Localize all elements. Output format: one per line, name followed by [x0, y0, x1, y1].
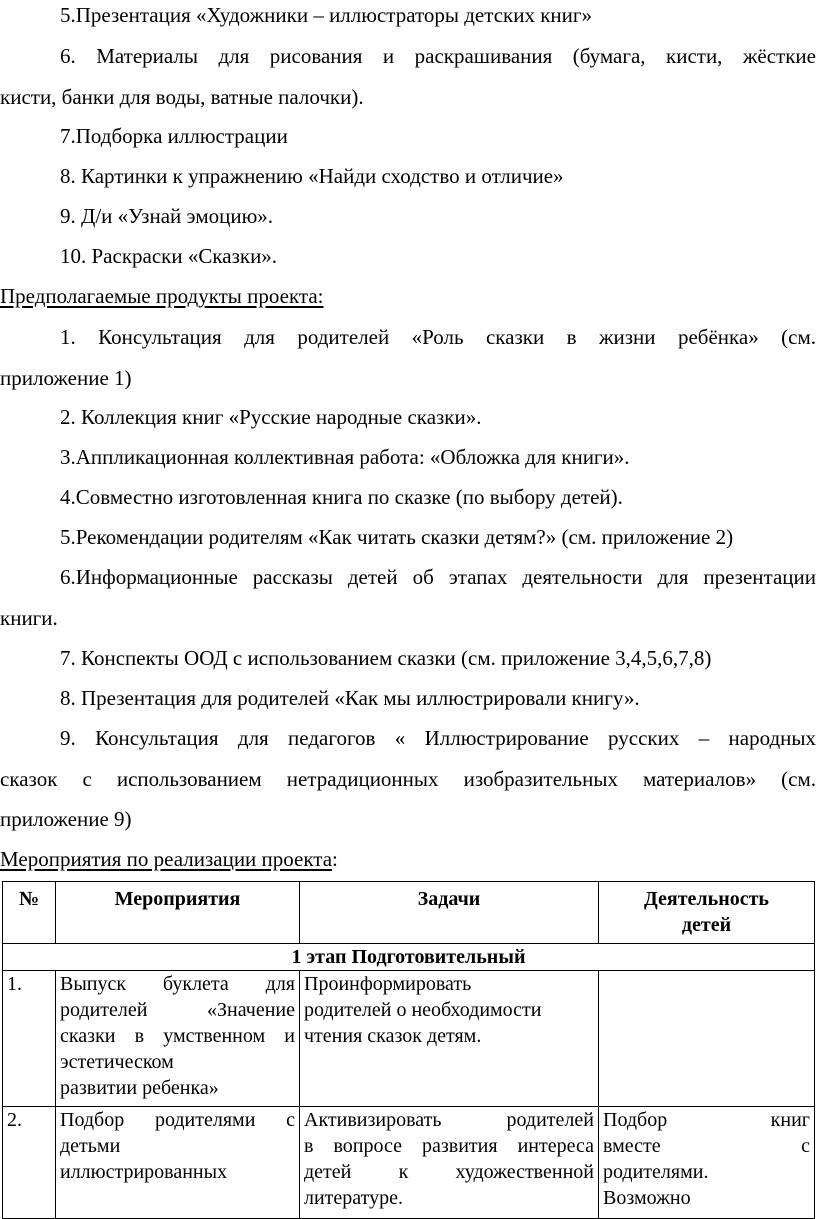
row-2-event-line: детьми — [60, 1135, 121, 1157]
materials-item-5: 5.Презентация «Художники – иллюстраторы детских книг» — [60, 3, 592, 27]
row-2-activity-line: родителями. — [603, 1161, 709, 1183]
product-9-line-2: сказок с использованием нетрадиционных изобразительных материалов» (см. — [0, 767, 816, 791]
row-1-task-line: чтения сказок детям. — [304, 1025, 482, 1047]
product-5: 5.Рекомендации родителям «Как читать сказки детям?» (см. приложение 2) — [60, 525, 734, 549]
products-heading — [0, 283, 816, 309]
materials-item-9: 9. Д/и «Узнай эмоцию». — [60, 204, 274, 228]
header-activity — [599, 882, 815, 944]
row-1-event-line: эстетическом — [60, 1051, 174, 1073]
product-6-line-2: книги. — [0, 606, 58, 630]
events-heading-colon: : — [332, 847, 338, 871]
row-1-event — [56, 971, 300, 1107]
row-2-task-line: Активизировать родителей — [304, 1109, 594, 1131]
materials-item-10: 10. Раскраски «Сказки». — [60, 244, 278, 268]
product-1-line-1: 1. Консультация для родителей «Роль сказки в жизни ребёнка» (см. — [60, 325, 816, 349]
product-8: 8. Презентация для родителей «Как мы иллюстрировали книгу». — [60, 686, 640, 710]
materials-item-6-line-1: 6. Материалы для рисования и раскрашивания (бумага, кисти, жёсткие — [60, 44, 816, 68]
row-1-task — [300, 971, 599, 1107]
row-1-event-line: родителей «Значение — [60, 999, 295, 1021]
events-table — [2, 881, 815, 1219]
row-1-task-line: родителей о необходимости — [304, 999, 542, 1021]
product-9-line-1: 9. Консультация для педагогов « Иллюстрирование русских – народных — [60, 726, 816, 750]
row-2-task-line: в вопросе развития интереса — [304, 1135, 594, 1157]
header-activity-line-1: Деятельность — [644, 888, 769, 910]
header-tasks: Задачи — [300, 882, 599, 944]
table-row — [3, 971, 815, 1107]
row-2-num: 2. — [3, 1107, 56, 1219]
row-1-event-line: Выпуск буклета для — [60, 973, 295, 995]
stage-1-title: 1 этап Подготовительный — [3, 944, 815, 971]
header-events: Мероприятия — [56, 882, 300, 944]
table-row — [3, 1107, 815, 1219]
product-1-line-2: приложение 1) — [0, 366, 132, 390]
row-2-task — [300, 1107, 599, 1219]
product-9-line-3: приложение 9) — [0, 807, 132, 831]
materials-item-6-line-2: кисти, банки для воды, ватные палочки). — [0, 85, 364, 109]
materials-item-7: 7.Подборка иллюстрации — [60, 124, 288, 148]
row-2-activity-line: вместе с — [603, 1135, 810, 1157]
product-7: 7. Конспекты ООД с использованием сказки (см. приложение 3,4,5,6,7,8) — [60, 646, 712, 670]
row-1-event-line: сказки в умственном и — [60, 1025, 295, 1047]
row-2-event-line: иллюстрированных — [60, 1161, 228, 1183]
product-6-line-1: 6.Информационные рассказы детей об этапах деятельности для презентации — [60, 565, 816, 589]
stage-row — [3, 944, 815, 971]
row-1-task-line: Проинформировать — [304, 973, 472, 995]
product-4: 4.Совместно изготовленная книга по сказке (по выбору детей). — [60, 485, 623, 509]
products-heading-text: Предполагаемые продукты проекта: — [0, 284, 324, 308]
header-num: № — [3, 882, 56, 944]
events-heading-text: Мероприятия по реализации проекта — [0, 847, 333, 871]
product-2: 2. Коллекция книг «Русские народные сказки». — [60, 405, 482, 429]
row-2-event-line: Подбор родителями с — [60, 1109, 295, 1131]
row-2-event — [56, 1107, 300, 1219]
row-2-task-line: детей к художественной — [304, 1161, 594, 1183]
row-1-num: 1. — [3, 971, 56, 1107]
row-1-activity — [599, 971, 815, 1107]
product-3: 3.Аппликационная коллективная работа: «Обложка для книги». — [60, 445, 630, 469]
row-2-activity-line: Возможно — [603, 1187, 691, 1209]
events-heading — [0, 846, 816, 872]
materials-item-8: 8. Картинки к упражнению «Найди сходство и отличие» — [60, 164, 564, 188]
row-2-task-line: литературе. — [304, 1187, 404, 1209]
table-header-row — [3, 882, 815, 944]
row-2-activity-line: Подбор книг — [603, 1109, 810, 1131]
header-activity-line-2: детей — [681, 914, 732, 936]
row-2-activity — [599, 1107, 815, 1219]
row-1-event-line: развитии ребенка» — [60, 1077, 219, 1099]
